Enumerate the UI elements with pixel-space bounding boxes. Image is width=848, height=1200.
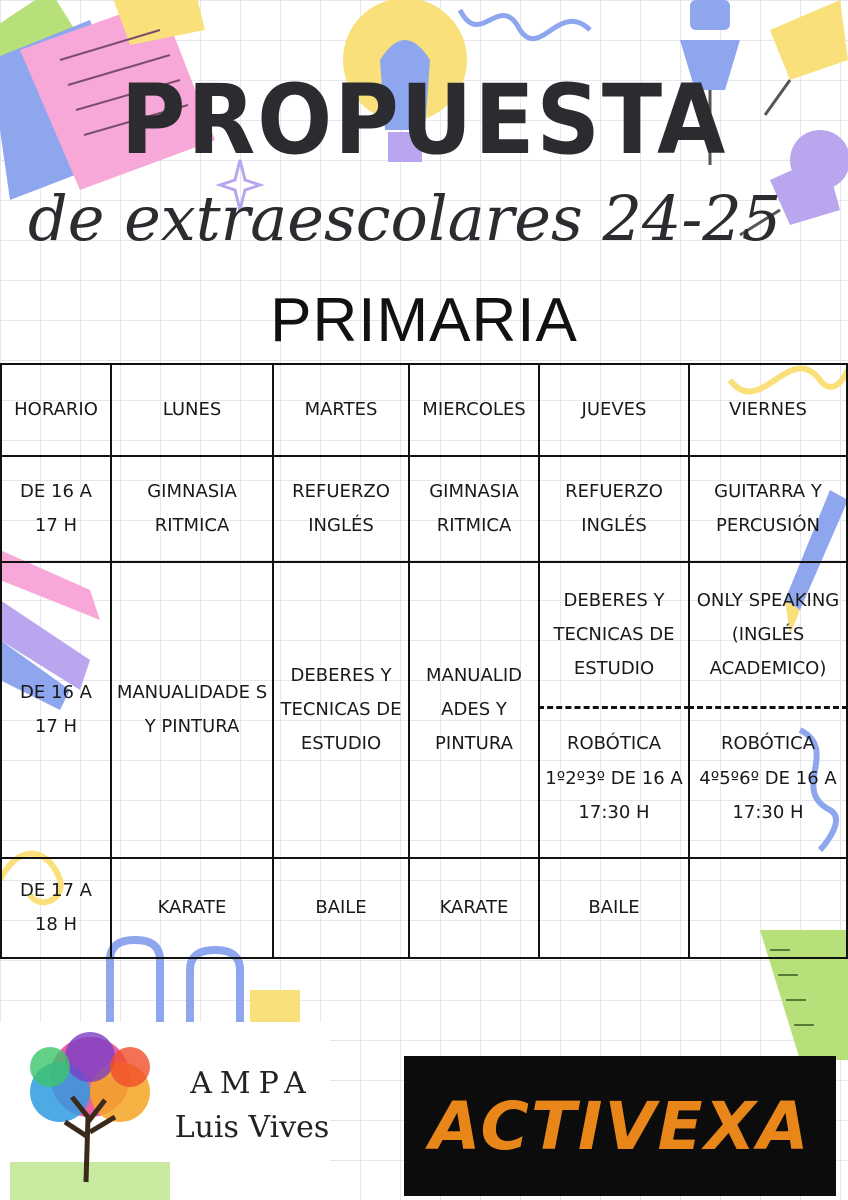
header-cell-lunes: LUNES [111, 364, 273, 456]
activity-cell-viernes: GUITARRA Y PERCUSIÓN [689, 456, 847, 562]
activity-cell-martes: REFUERZO INGLÉS [273, 456, 409, 562]
activity-cell-viernes [689, 562, 847, 858]
activity-cell-miercoles: KARATE [409, 858, 539, 958]
ampa-line-1: AMPA [190, 1066, 314, 1101]
activity-cell-jueves: BAILE [539, 858, 689, 958]
activity-jueves-robotica: ROBÓTICA 1º2º3º DE 16 A 17:30 H [545, 733, 683, 823]
activity-viernes-robotica: ROBÓTICA 4º5º6º DE 16 A 17:30 H [699, 733, 837, 823]
dashed-divider [538, 706, 690, 709]
tree-logo-icon [10, 1022, 170, 1200]
time-cell: DE 17 A 18 H [1, 858, 111, 958]
activity-cell-martes: BAILE [273, 858, 409, 958]
header-cell-horario: HORARIO [1, 364, 111, 456]
page-subtitle: de extraescolares 24-25 [28, 182, 782, 255]
table-row [1, 858, 847, 958]
ampa-line-2: Luis Vives [174, 1109, 330, 1145]
schedule-table [0, 363, 848, 959]
time-cell: DE 16 A 17 H [1, 456, 111, 562]
activity-cell-lunes: GIMNASIA RITMICA [111, 456, 273, 562]
header-cell-jueves: JUEVES [539, 364, 689, 456]
header-cell-martes: MARTES [273, 364, 409, 456]
page-title: PROPUESTA [120, 64, 728, 176]
squiggle-decoration [460, 0, 600, 60]
ampa-logo [0, 1022, 330, 1200]
activity-cell-viernes [689, 858, 847, 958]
activity-cell-miercoles: MANUALID ADES Y PINTURA [409, 562, 539, 858]
ampa-name [172, 1062, 332, 1149]
activexa-logo [404, 1056, 836, 1196]
activexa-wordmark: ACTIVEXA [429, 1087, 811, 1165]
header-cell-miercoles: MIERCOLES [409, 364, 539, 456]
activity-viernes-speaking: ONLY SPEAKING (INGLÉS ACADEMICO) [696, 590, 840, 680]
activity-cell-martes: DEBERES Y TECNICAS DE ESTUDIO [273, 562, 409, 858]
level-heading: PRIMARIA [270, 286, 578, 355]
table-row [1, 562, 847, 858]
activity-cell-lunes: MANUALIDADE S Y PINTURA [111, 562, 273, 858]
header-cell-viernes: VIERNES [689, 364, 847, 456]
activity-cell-lunes: KARATE [111, 858, 273, 958]
time-cell: DE 16 A 17 H [1, 562, 111, 858]
activity-cell-miercoles: GIMNASIA RITMICA [409, 456, 539, 562]
activity-cell-jueves [539, 562, 689, 858]
dashed-divider [688, 706, 848, 709]
table-row [1, 456, 847, 562]
activity-cell-jueves: REFUERZO INGLÉS [539, 456, 689, 562]
table-header-row [1, 364, 847, 456]
activity-jueves-deberes: DEBERES Y TECNICAS DE ESTUDIO [553, 590, 675, 680]
